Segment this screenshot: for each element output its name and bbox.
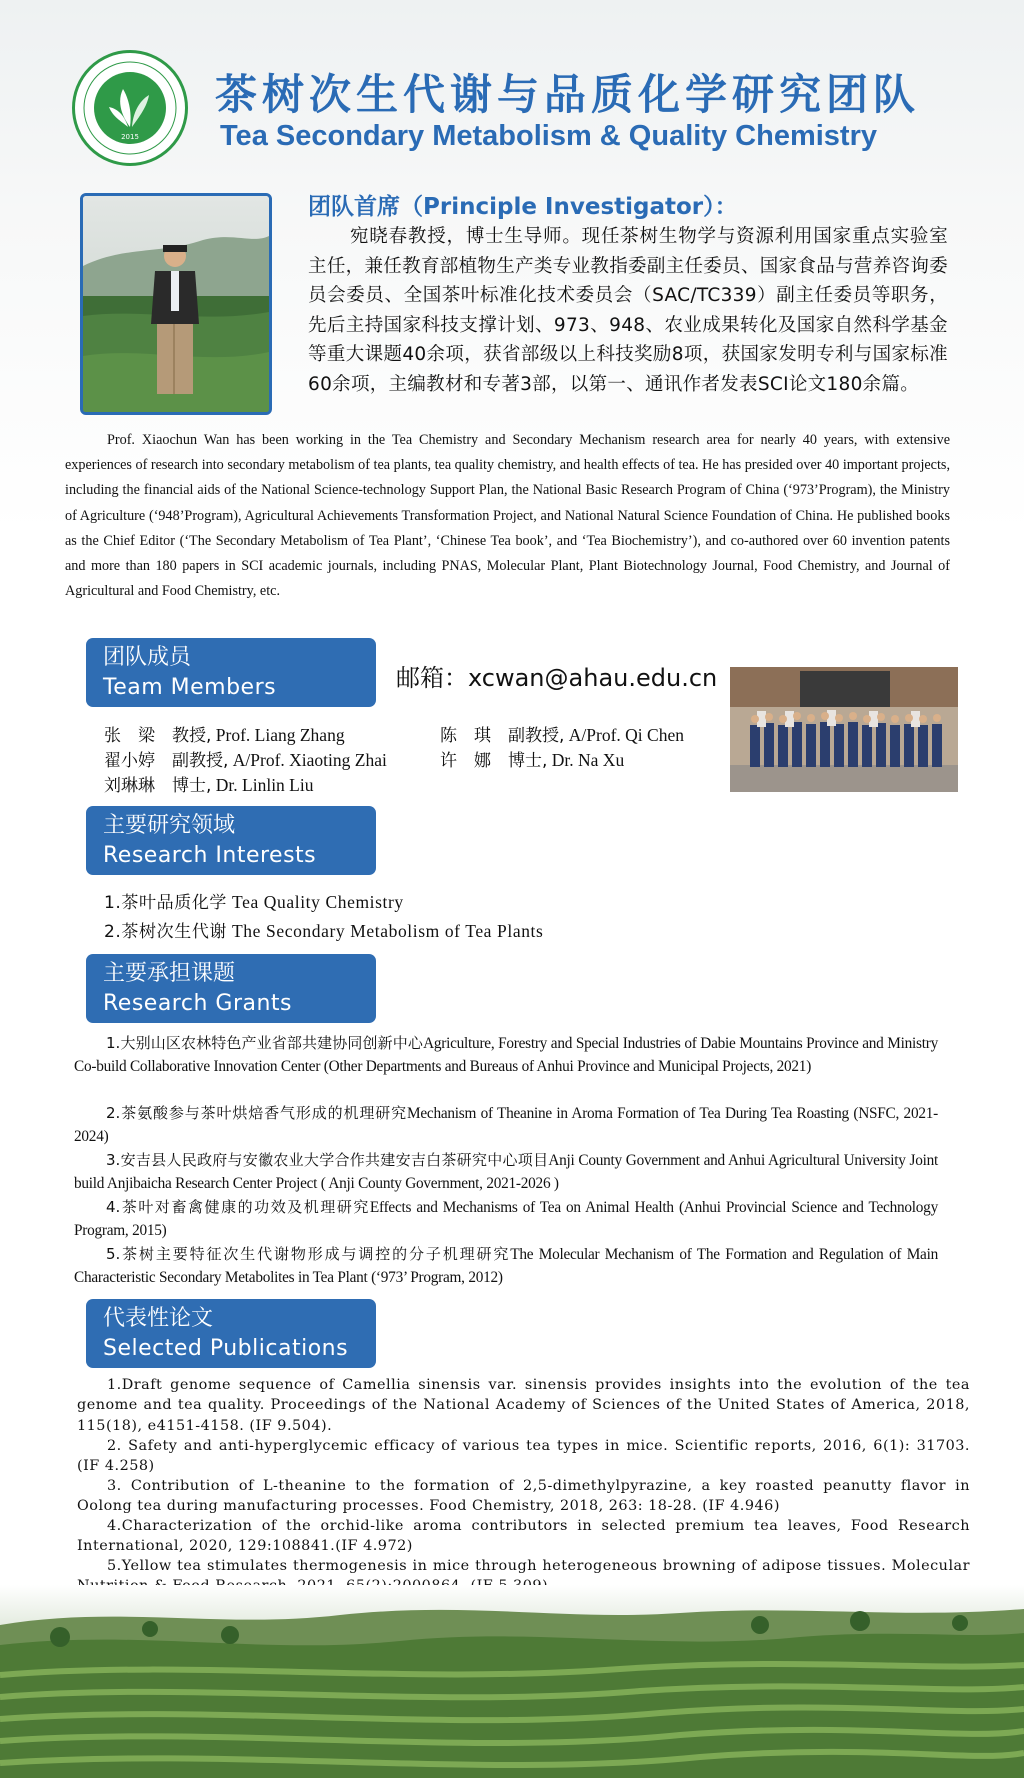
grant-item: [74, 1196, 938, 1242]
grant-item: [74, 1102, 938, 1148]
grant-title-en: Effects and Mechanisms of Tea on Animal Health (Anhui Provincial Science and Technology Program, 2015): [74, 1199, 938, 1240]
member-name-cn: 张 梁 教授,: [104, 726, 212, 746]
title-chinese: 茶树次生代谢与品质化学研究团队: [215, 70, 921, 119]
grant-title-en: Agriculture, Forestry and Special Industries of Dabie Mountains Province and Ministry Co-build Collaborative Innovation Center (Other Departments and Bureaus of Anhui Province and Municipal Projects, 2021): [74, 1035, 938, 1076]
publication-item: 5.Yellow tea stimulates thermogenesis in mice through heterogeneous browning of adipose tissues. Molecular: [107, 1558, 970, 1574]
publication-item: 1.Draft genome sequence of Camellia sinensis var. sinensis provides insights into the evolution of the tea genome and tea quality. Proceedings of the National Academy of Sciences of the United States of America, 2018, 115(18), e4151-4158. (IF 9.504).: [77, 1377, 970, 1434]
research-interest-item: [104, 888, 404, 913]
pi-heading: 团队首席（Principle Investigator）：: [308, 194, 738, 220]
member-name-cn: 陈 琪 副教授,: [440, 726, 565, 746]
team-member: [104, 746, 387, 771]
section-title-en: Research Interests: [103, 843, 317, 868]
member-name-en: Dr. Na Xu: [551, 750, 625, 770]
pi-bio-english: Prof. Xiaochun Wan has been working in the Tea Chemistry and Secondary Mechanism research area for nearly 40 years, with extensive experiences of research into secondary metabolism of tea plants, tea quality chemistry, and health effects of tea. He has presided over 40 important projects, including the financial aids of the National Science-technology Support Plan, the National Basic Research Program of China (‘973’Program), the Ministry of Agriculture (‘948’Program), Agricultural Achievements Transformation Project, and National Natural Science Foundation of China. He published books as the Chief Editor (‘The Secondary Metabolism of Tea Plant’, ‘Chinese Tea book’, and ‘Tea Biochemistry’), and co-authored over 60 invention patents and more than 180 papers in SCI academic journals, including PNAS, Molecular Plant, Plant Biotechnology Journal, Food Chemistry, and Journal of Agricultural and Food Chemistry, etc.: [65, 432, 950, 600]
publication-item: 4.Characterization of the orchid-like aroma contributors in selected premium tea leaves, Food Research International, 2020, 129:108841.(IF 4.972): [77, 1518, 970, 1555]
section-title-en: Research Grants: [103, 991, 293, 1016]
grant-title-cn: 4.茶叶对畜禽健康的功效及机理研究: [106, 1198, 370, 1216]
interest-cn: 2.茶树次生代谢: [104, 922, 228, 942]
team-group-photo: [730, 667, 958, 792]
research-interest-item: [104, 917, 543, 942]
grant-title-cn: 5.茶树主要特征次生代谢物形成与调控的分子机理研究: [106, 1245, 511, 1263]
section-title-en: Selected Publications: [103, 1336, 349, 1361]
section-title-cn: 代表性论文: [103, 1306, 214, 1331]
grant-item: [74, 1032, 938, 1078]
pi-bio-chinese: 宛晓春教授，博士生导师。现任茶树生物学与资源利用国家重点实验室主任，兼任教育部植物生产类专业教指委副主任委员、国家食品与营养咨询委员会委员、全国茶叶标准化技术委员会（SAC/TC339）副主任委员等职务，先后主持国家科技支撑计划、973、948、农业成果转化及国家自然科学基金等重大课题40余项，获省部级以上科技奖励8项，获国家发明专利与国家标准60余项，主编教材和专著3部，以第一、通讯作者发表SCI论文180余篇。: [308, 226, 948, 395]
tea-leaf-logo-icon: [77, 55, 183, 161]
interest-en: The Secondary Metabolism of Tea Plants: [232, 921, 544, 941]
grant-title-cn: 2.茶氨酸参与茶叶烘焙香气形成的机理研究: [106, 1104, 408, 1122]
member-name-en: Dr. Linlin Liu: [215, 775, 314, 795]
interest-en: Tea Quality Chemistry: [232, 892, 404, 912]
member-name-cn: 刘琳琳 博士,: [104, 776, 212, 796]
section-header-research-interests: [86, 806, 376, 875]
publication-item: 3. Contribution of L-theanine to the formation of 2,5-dimethylpyrazine, a key roasted peanutty flavor in Oolong tea during manufacturing processes. Food Chemistry, 2018, 263: 18-28. (IF 4.946): [77, 1478, 970, 1515]
lab-logo: [72, 50, 188, 166]
grant-title-en: Anji County Government and Anhui Agricultural University Joint build Anjibaicha Research Center Project ( Anji County Government, 2021-2026 ): [74, 1152, 938, 1193]
section-title-en: Team Members: [103, 675, 277, 700]
contact-email: 邮箱：xcwan@ahau.edu.cn: [396, 664, 718, 692]
section-header-selected-publications: [86, 1299, 376, 1368]
publication-item: 2. Safety and anti-hyperglycemic efficacy of various tea types in mice. Scientific reports, 2016, 6(1): 31703. (IF 4.258): [77, 1438, 970, 1475]
grant-item: [74, 1149, 938, 1195]
member-name-cn: 许 娜 博士,: [440, 751, 548, 771]
section-title-cn: 主要研究领域: [103, 813, 236, 838]
team-member: [440, 746, 624, 771]
grant-title-cn: 3.安吉县人民政府与安徽农业大学合作共建安吉白茶研究中心项目: [106, 1151, 549, 1169]
grant-title-en: The Molecular Mechanism of The Formation and Regulation of Main Characteristic Secondary Metabolites in Tea Plant (‘973’ Program, 2012): [74, 1246, 938, 1287]
member-name-en: A/Prof. Xiaoting Zhai: [232, 750, 387, 770]
member-name-en: Prof. Liang Zhang: [215, 725, 345, 745]
section-header-team-members: [86, 638, 376, 707]
grant-item: [74, 1243, 938, 1289]
team-member: [440, 721, 684, 746]
grant-title-en: Mechanism of Theanine in Aroma Formation of Tea During Tea Roasting (NSFC, 2021-2024): [74, 1105, 938, 1146]
section-header-research-grants: [86, 954, 376, 1023]
tea-plantation-banner: [0, 1585, 1024, 1778]
interest-cn: 1.茶叶品质化学: [104, 893, 228, 913]
section-title-cn: 团队成员: [103, 645, 192, 670]
team-member: [104, 721, 345, 746]
team-member: [104, 771, 313, 796]
member-name-en: A/Prof. Qi Chen: [568, 725, 684, 745]
title-english: Tea Secondary Metabolism & Quality Chemistry: [220, 120, 877, 152]
svg-text:2015: 2015: [121, 133, 139, 141]
grant-title-cn: 1.大别山区农林特色产业省部共建协同创新中心: [106, 1034, 424, 1052]
section-title-cn: 主要承担课题: [103, 961, 236, 986]
pi-photo: [80, 193, 272, 415]
member-name-cn: 翟小婷 副教授,: [104, 751, 229, 771]
